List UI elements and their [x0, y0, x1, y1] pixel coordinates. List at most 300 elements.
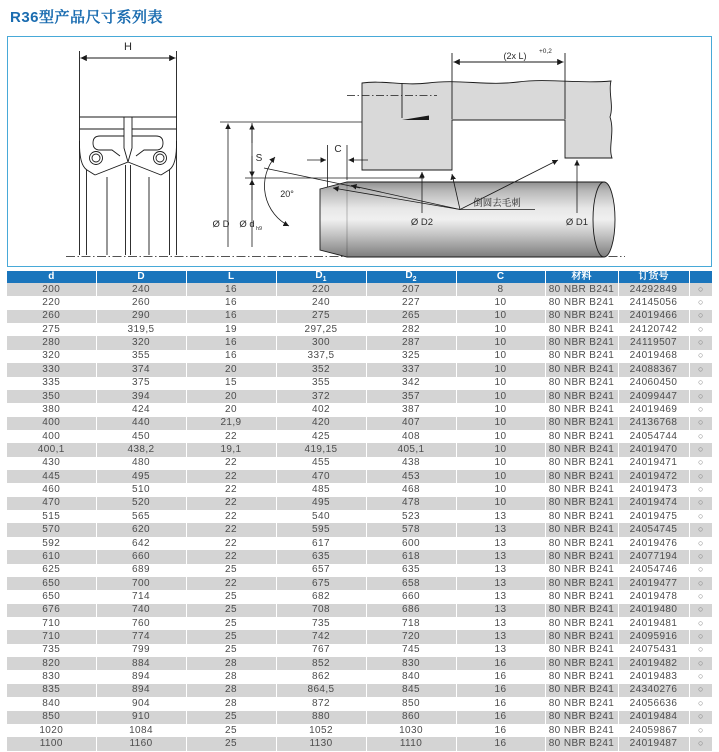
cell-marker [689, 457, 712, 470]
cell-D: 884 [96, 657, 186, 670]
cell-d: 200 [42, 283, 61, 295]
cell-D: 510 [96, 483, 186, 496]
cell-D1: 675 [276, 577, 366, 590]
cell-L: 25 [186, 724, 276, 737]
cell-D: 440 [96, 417, 186, 430]
cell-order-no: 24060450 [618, 377, 689, 390]
cell-marker [689, 497, 712, 510]
cell-marker [689, 390, 712, 403]
cell-D1: 372 [276, 390, 366, 403]
technical-drawing [8, 37, 711, 266]
cell-D: 660 [96, 550, 186, 563]
cell-d: 830 [42, 671, 61, 683]
availability-circle-icon: ○ [698, 537, 704, 548]
availability-circle-icon: ○ [698, 724, 704, 735]
cell-marker [689, 537, 712, 550]
cell-D: 424 [96, 403, 186, 416]
cell-order-no: 24136768 [618, 417, 689, 430]
availability-circle-icon: ○ [698, 430, 704, 441]
cell-L: 19 [186, 323, 276, 336]
cell-d: 330 [42, 363, 61, 375]
cell-material: 80 NBR B241 [545, 604, 618, 617]
availability-circle-icon: ○ [698, 737, 704, 748]
cell-material: 80 NBR B241 [545, 737, 618, 750]
cell-d: 676 [42, 604, 61, 616]
cell-marker [689, 350, 712, 363]
cell-D2: 287 [366, 336, 456, 349]
table-row [7, 310, 712, 323]
table-row [7, 470, 712, 483]
cell-C: 10 [456, 336, 545, 349]
availability-circle-icon: ○ [698, 657, 704, 668]
cell-d: 460 [42, 484, 61, 496]
cell-material: 80 NBR B241 [545, 283, 618, 296]
cell-C: 10 [456, 350, 545, 363]
cell-d: 430 [42, 457, 61, 469]
cell-D: 714 [96, 590, 186, 603]
cell-d: 280 [42, 337, 61, 349]
cell-d: 350 [42, 390, 61, 402]
cell-material: 80 NBR B241 [545, 590, 618, 603]
table-row [7, 510, 712, 523]
cell-C: 13 [456, 644, 545, 657]
cell-L: 28 [186, 670, 276, 683]
cell-d: 840 [42, 697, 61, 709]
cell-d: 220 [42, 297, 61, 309]
availability-circle-icon: ○ [698, 617, 704, 628]
cell-D2: 860 [366, 711, 456, 724]
col-header-marker [689, 271, 712, 283]
cell-order-no: 24019472 [618, 470, 689, 483]
cell-D1: 455 [276, 457, 366, 470]
cell-D: 894 [96, 684, 186, 697]
cell-D: 355 [96, 350, 186, 363]
cell-D: 375 [96, 377, 186, 390]
cell-order-no: 24059867 [618, 724, 689, 737]
table-row [7, 390, 712, 403]
cell-L: 16 [186, 296, 276, 309]
col-header-C: C [456, 271, 545, 283]
cell-marker [689, 737, 712, 750]
cell-d: 570 [42, 524, 61, 536]
availability-circle-icon: ○ [698, 644, 704, 655]
table-row [7, 577, 712, 590]
cell-marker [689, 644, 712, 657]
cell-D1: 425 [276, 430, 366, 443]
cell-C: 8 [456, 283, 545, 296]
cell-d: 275 [42, 323, 61, 335]
cell-material: 80 NBR B241 [545, 711, 618, 724]
dimension-table [7, 271, 712, 751]
cell-L: 25 [186, 564, 276, 577]
col-header-L: L [186, 271, 276, 283]
cell-order-no: 24019470 [618, 443, 689, 456]
cell-L: 20 [186, 363, 276, 376]
table-row [7, 497, 712, 510]
cell-D1: 420 [276, 417, 366, 430]
cell-D1: 735 [276, 617, 366, 630]
cell-D1: 635 [276, 550, 366, 563]
cell-marker [689, 470, 712, 483]
cell-material: 80 NBR B241 [545, 657, 618, 670]
table-row [7, 417, 712, 430]
cell-L: 22 [186, 550, 276, 563]
availability-circle-icon: ○ [698, 350, 704, 361]
cell-marker [689, 711, 712, 724]
cell-material: 80 NBR B241 [545, 350, 618, 363]
cell-D2: 578 [366, 523, 456, 536]
cell-L: 22 [186, 430, 276, 443]
cell-C: 10 [456, 430, 545, 443]
cell-material: 80 NBR B241 [545, 537, 618, 550]
cell-d: 710 [42, 631, 61, 643]
table-row [7, 684, 712, 697]
cell-material: 80 NBR B241 [545, 457, 618, 470]
table-row [7, 550, 712, 563]
table-row [7, 617, 712, 630]
col-header-order-no: 订货号 [618, 271, 689, 283]
cell-L: 22 [186, 537, 276, 550]
cell-order-no: 24019476 [618, 537, 689, 550]
table-row [7, 644, 712, 657]
cell-D2: 600 [366, 537, 456, 550]
cell-D2: 850 [366, 697, 456, 710]
cell-order-no: 24019473 [618, 483, 689, 496]
cell-L: 25 [186, 711, 276, 724]
cell-D2: 523 [366, 510, 456, 523]
table-row [7, 403, 712, 416]
cell-D1: 742 [276, 630, 366, 643]
cell-order-no: 24054746 [618, 564, 689, 577]
cell-material: 80 NBR B241 [545, 697, 618, 710]
cell-d: 400,1 [37, 443, 65, 455]
cell-material: 80 NBR B241 [545, 523, 618, 536]
cell-D2: 265 [366, 310, 456, 323]
cell-order-no: 24019483 [618, 670, 689, 683]
cell-D2: 845 [366, 684, 456, 697]
cell-order-no: 24054745 [618, 523, 689, 536]
cell-order-no: 24019477 [618, 577, 689, 590]
cell-D1: 337,5 [276, 350, 366, 363]
cell-d: 400 [42, 430, 61, 442]
cell-D: 642 [96, 537, 186, 550]
cell-D2: 1110 [366, 737, 456, 750]
cell-D1: 352 [276, 363, 366, 376]
cell-L: 25 [186, 630, 276, 643]
page-title: R36型产品尺寸系列表 [10, 9, 164, 26]
table-row [7, 630, 712, 643]
cell-D2: 453 [366, 470, 456, 483]
cell-D: 319,5 [96, 323, 186, 336]
availability-circle-icon: ○ [698, 484, 704, 495]
cell-D: 565 [96, 510, 186, 523]
cell-marker [689, 724, 712, 737]
cell-C: 13 [456, 523, 545, 536]
cell-order-no: 24019475 [618, 510, 689, 523]
cell-D1: 862 [276, 670, 366, 683]
cell-L: 22 [186, 510, 276, 523]
cell-D1: 595 [276, 523, 366, 536]
cell-d: 380 [42, 403, 61, 415]
cell-d: 400 [42, 417, 61, 429]
cell-order-no: 24019474 [618, 497, 689, 510]
cell-D2: 407 [366, 417, 456, 430]
dim-label-h: H [124, 41, 132, 53]
cell-D2: 227 [366, 296, 456, 309]
cell-d: 1100 [39, 737, 63, 749]
cell-D1: 864,5 [276, 684, 366, 697]
cell-D2: 405,1 [366, 443, 456, 456]
cell-D1: 275 [276, 310, 366, 323]
cell-marker [689, 670, 712, 683]
cell-D: 904 [96, 697, 186, 710]
cell-D2: 325 [366, 350, 456, 363]
cell-D: 1084 [96, 724, 186, 737]
cell-material: 80 NBR B241 [545, 310, 618, 323]
cell-D: 894 [96, 670, 186, 683]
cell-D1: 657 [276, 564, 366, 577]
table-row [7, 604, 712, 617]
cell-C: 13 [456, 590, 545, 603]
cell-order-no: 24120742 [618, 323, 689, 336]
availability-circle-icon: ○ [698, 457, 704, 468]
cell-order-no: 24075431 [618, 644, 689, 657]
cell-C: 16 [456, 711, 545, 724]
cell-marker [689, 550, 712, 563]
dim-label-d1: Ø D1 [565, 217, 589, 228]
availability-circle-icon: ○ [698, 497, 704, 508]
cell-D2: 660 [366, 590, 456, 603]
cell-D1: 485 [276, 483, 366, 496]
cell-marker [689, 323, 712, 336]
cell-material: 80 NBR B241 [545, 617, 618, 630]
cell-L: 22 [186, 457, 276, 470]
cell-L: 15 [186, 377, 276, 390]
cell-C: 16 [456, 724, 545, 737]
cell-material: 80 NBR B241 [545, 510, 618, 523]
cell-D1: 470 [276, 470, 366, 483]
cell-order-no: 24019482 [618, 657, 689, 670]
cell-L: 20 [186, 390, 276, 403]
cell-D: 240 [96, 283, 186, 296]
table-header-row [7, 271, 712, 283]
cell-D: 450 [96, 430, 186, 443]
table-row [7, 483, 712, 496]
cell-C: 10 [456, 323, 545, 336]
cell-D1: 852 [276, 657, 366, 670]
cell-D: 320 [96, 336, 186, 349]
cell-marker [689, 630, 712, 643]
cell-order-no: 24019466 [618, 310, 689, 323]
cell-C: 13 [456, 577, 545, 590]
cell-C: 16 [456, 737, 545, 750]
cell-D: 774 [96, 630, 186, 643]
cell-D: 799 [96, 644, 186, 657]
deburr-note: 倒圆去毛刺 [473, 198, 521, 209]
cell-C: 10 [456, 296, 545, 309]
dim-label-2xl: (2x L) [503, 51, 527, 61]
cell-D: 438,2 [96, 443, 186, 456]
cell-marker [689, 336, 712, 349]
availability-circle-icon: ○ [698, 337, 704, 348]
cell-L: 25 [186, 737, 276, 750]
cell-L: 19,1 [186, 443, 276, 456]
cell-D1: 402 [276, 403, 366, 416]
table-row [7, 737, 712, 750]
cell-material: 80 NBR B241 [545, 684, 618, 697]
cell-d: 735 [42, 644, 61, 656]
dim-label-dia-d-outer: Ø D [212, 219, 230, 230]
cell-d: 1020 [39, 724, 64, 736]
cell-marker [689, 697, 712, 710]
cell-D2: 342 [366, 377, 456, 390]
cell-marker [689, 296, 712, 309]
table-row [7, 296, 712, 309]
cell-D: 520 [96, 497, 186, 510]
cell-order-no: 24099447 [618, 390, 689, 403]
cell-d: 335 [42, 377, 61, 389]
availability-circle-icon: ○ [698, 363, 704, 374]
cell-C: 10 [456, 403, 545, 416]
cell-material: 80 NBR B241 [545, 390, 618, 403]
cell-D: 374 [96, 363, 186, 376]
cell-C: 10 [456, 483, 545, 496]
cell-C: 10 [456, 310, 545, 323]
cell-d: 260 [42, 310, 61, 322]
cell-marker [689, 617, 712, 630]
col-header-D: D [96, 271, 186, 283]
cell-D1: 767 [276, 644, 366, 657]
seal-cross-section [79, 51, 176, 255]
cell-L: 21,9 [186, 417, 276, 430]
cell-D1: 682 [276, 590, 366, 603]
cell-C: 16 [456, 657, 545, 670]
cell-d: 850 [42, 711, 61, 723]
dim-label-d2: Ø D2 [410, 217, 434, 228]
cell-marker [689, 577, 712, 590]
cell-d: 835 [42, 684, 61, 696]
cell-L: 28 [186, 657, 276, 670]
table-row [7, 537, 712, 550]
col-header-D2: $D_2$ [366, 271, 456, 283]
cell-D1: 220 [276, 283, 366, 296]
cell-D: 740 [96, 604, 186, 617]
cell-D2: 718 [366, 617, 456, 630]
cell-marker [689, 604, 712, 617]
availability-circle-icon: ○ [698, 604, 704, 615]
cell-order-no: 24119507 [618, 336, 689, 349]
cell-D1: 708 [276, 604, 366, 617]
col-header-material: 材料 [545, 271, 618, 283]
cell-material: 80 NBR B241 [545, 403, 618, 416]
availability-circle-icon: ○ [698, 671, 704, 682]
shaft-end-cap [593, 182, 615, 257]
cell-L: 16 [186, 310, 276, 323]
table-body [7, 283, 712, 751]
availability-circle-icon: ○ [698, 711, 704, 722]
cell-order-no: 24019478 [618, 590, 689, 603]
cell-L: 25 [186, 590, 276, 603]
cell-C: 10 [456, 470, 545, 483]
dim-label-dia-d-tolerance: h9 [256, 226, 263, 232]
cell-material: 80 NBR B241 [545, 443, 618, 456]
cell-C: 13 [456, 617, 545, 630]
cell-d: 650 [42, 590, 61, 602]
cell-marker [689, 377, 712, 390]
cell-D1: 880 [276, 711, 366, 724]
availability-circle-icon: ○ [698, 443, 704, 454]
dim-label-2xl-tolerance: +0,2 [539, 48, 552, 55]
cell-L: 16 [186, 350, 276, 363]
availability-circle-icon: ○ [698, 377, 704, 388]
cell-material: 80 NBR B241 [545, 470, 618, 483]
cell-marker [689, 684, 712, 697]
cell-material: 80 NBR B241 [545, 377, 618, 390]
cell-D1: 419,15 [276, 443, 366, 456]
cell-material: 80 NBR B241 [545, 363, 618, 376]
cell-D2: 830 [366, 657, 456, 670]
table-row [7, 350, 712, 363]
cell-C: 10 [456, 390, 545, 403]
cell-material: 80 NBR B241 [545, 497, 618, 510]
cell-d: 610 [42, 550, 61, 562]
cell-D2: 618 [366, 550, 456, 563]
cell-D1: 355 [276, 377, 366, 390]
cell-d: 445 [42, 470, 61, 482]
cell-material: 80 NBR B241 [545, 417, 618, 430]
cell-marker [689, 564, 712, 577]
cell-order-no: 24095916 [618, 630, 689, 643]
cell-D2: 745 [366, 644, 456, 657]
availability-circle-icon: ○ [698, 684, 704, 695]
cell-material: 80 NBR B241 [545, 724, 618, 737]
cell-D2: 282 [366, 323, 456, 336]
cell-material: 80 NBR B241 [545, 483, 618, 496]
dim-label-angle: 20° [280, 189, 294, 199]
availability-circle-icon: ○ [698, 564, 704, 575]
cell-material: 80 NBR B241 [545, 670, 618, 683]
cell-D2: 635 [366, 564, 456, 577]
table-row [7, 323, 712, 336]
cell-order-no: 24019481 [618, 617, 689, 630]
cell-L: 20 [186, 403, 276, 416]
availability-circle-icon: ○ [698, 631, 704, 642]
availability-circle-icon: ○ [698, 524, 704, 535]
cell-D2: 387 [366, 403, 456, 416]
cell-marker [689, 523, 712, 536]
cell-marker [689, 590, 712, 603]
dim-label-dia-d-inner: Ø d [239, 219, 255, 230]
cell-L: 25 [186, 604, 276, 617]
cell-D2: 207 [366, 283, 456, 296]
cell-D2: 1030 [366, 724, 456, 737]
table-row [7, 590, 712, 603]
cell-material: 80 NBR B241 [545, 430, 618, 443]
table-row [7, 457, 712, 470]
cell-C: 16 [456, 684, 545, 697]
cell-D: 620 [96, 523, 186, 536]
housing-section [362, 81, 612, 170]
table-row [7, 430, 712, 443]
table-row [7, 711, 712, 724]
cell-marker [689, 363, 712, 376]
cell-D2: 658 [366, 577, 456, 590]
cell-order-no: 24145056 [618, 296, 689, 309]
table-row [7, 336, 712, 349]
table-row [7, 697, 712, 710]
table-row [7, 670, 712, 683]
cell-C: 16 [456, 697, 545, 710]
